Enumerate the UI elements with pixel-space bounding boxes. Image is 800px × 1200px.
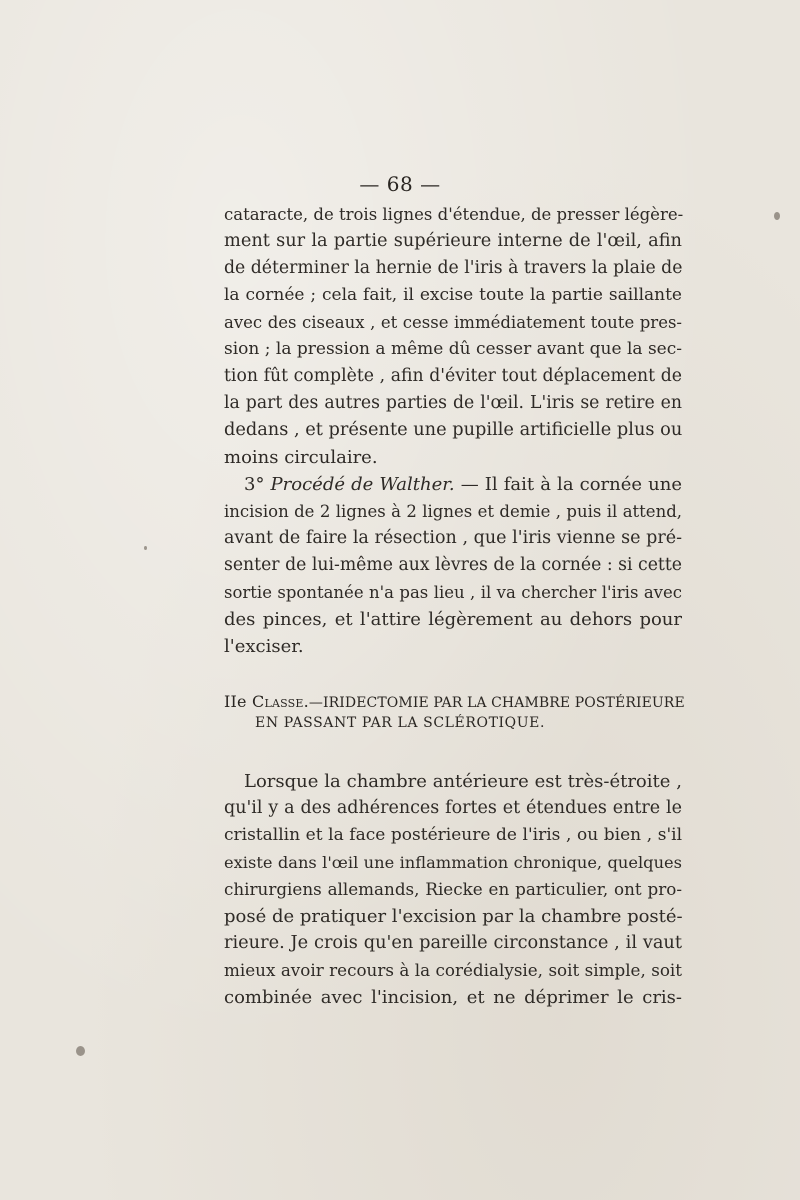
text-line: des pinces, et l'attire légèrement au dehors pour <box>224 609 682 630</box>
text-line: existe dans l'œil une inflammation chronique, quelques <box>224 853 682 872</box>
text-line: de déterminer la hernie de l'iris à travers la plaie de <box>224 258 683 278</box>
text-line: senter de lui-même aux lèvres de la cornée : si cette <box>224 555 682 575</box>
text-line: tion fût complète , afin d'éviter tout déplacement de <box>224 366 682 386</box>
text-line: dedans , et présente une pupille artificielle plus ou <box>224 420 683 440</box>
text-line: ment sur la partie supérieure interne de l'œil, afin <box>224 231 682 251</box>
page-number: — 68 — <box>359 172 441 196</box>
text-line: la part des autres parties de l'œil. L'iris se retire en <box>224 393 682 413</box>
procedure-title: Procédé de Walther. <box>270 474 455 495</box>
class-number: IIe <box>224 692 247 711</box>
text-line: Lorsque la chambre antérieure est très-étroite , <box>244 771 682 792</box>
paragraph-first-line <box>244 471 682 498</box>
section-title-line1: —IRIDECTOMIE PAR LA CHAMBRE POSTÉRIEURE <box>308 695 685 711</box>
text-run: — Il fait à la cornée une <box>460 474 682 495</box>
text-line: cristallin et la face postérieure de l'iris , ou bien , s'il <box>224 825 682 845</box>
text-line: rieure. Je crois qu'en pareille circonstance , il vaut <box>224 933 682 953</box>
text-line: avant de faire la résection , que l'iris vienne se pré- <box>224 528 682 548</box>
procedure-number: 3° <box>244 474 265 495</box>
text-line: mieux avoir recours à la corédialysie, soit simple, soit <box>224 960 682 980</box>
text-line: chirurgiens allemands, Riecke en particulier, ont pro- <box>224 879 682 899</box>
section-heading <box>224 690 686 714</box>
text-line: avec des ciseaux , et cesse immédiatement toute pres- <box>224 313 682 332</box>
section-title-line2: EN PASSANT PAR LA SCLÉROTIQUE. <box>255 715 545 731</box>
text-line: moins circulaire. <box>224 447 378 468</box>
class-label: Classe. <box>252 692 309 711</box>
text-line: l'exciser. <box>224 636 304 657</box>
text-line: sion ; la pression a même dû cesser avant que la sec- <box>224 339 682 359</box>
text-line: qu'il y a des adhérences fortes et étendues entre le <box>224 798 682 818</box>
text-line: cataracte, de trois lignes d'étendue, de presser légère- <box>224 205 684 224</box>
text-line: la cornée ; cela fait, il excise toute la partie saillante <box>224 285 682 305</box>
text-line: sortie spontanée n'a pas lieu , il va chercher l'iris avec <box>224 583 682 602</box>
text-line: posé de pratiquer l'excision par la chambre posté- <box>224 906 683 927</box>
text-line: incision de 2 lignes à 2 lignes et demie , puis il attend, <box>224 502 682 521</box>
text-line: combinée avec l'incision, et ne déprimer le cris- <box>224 987 682 1008</box>
